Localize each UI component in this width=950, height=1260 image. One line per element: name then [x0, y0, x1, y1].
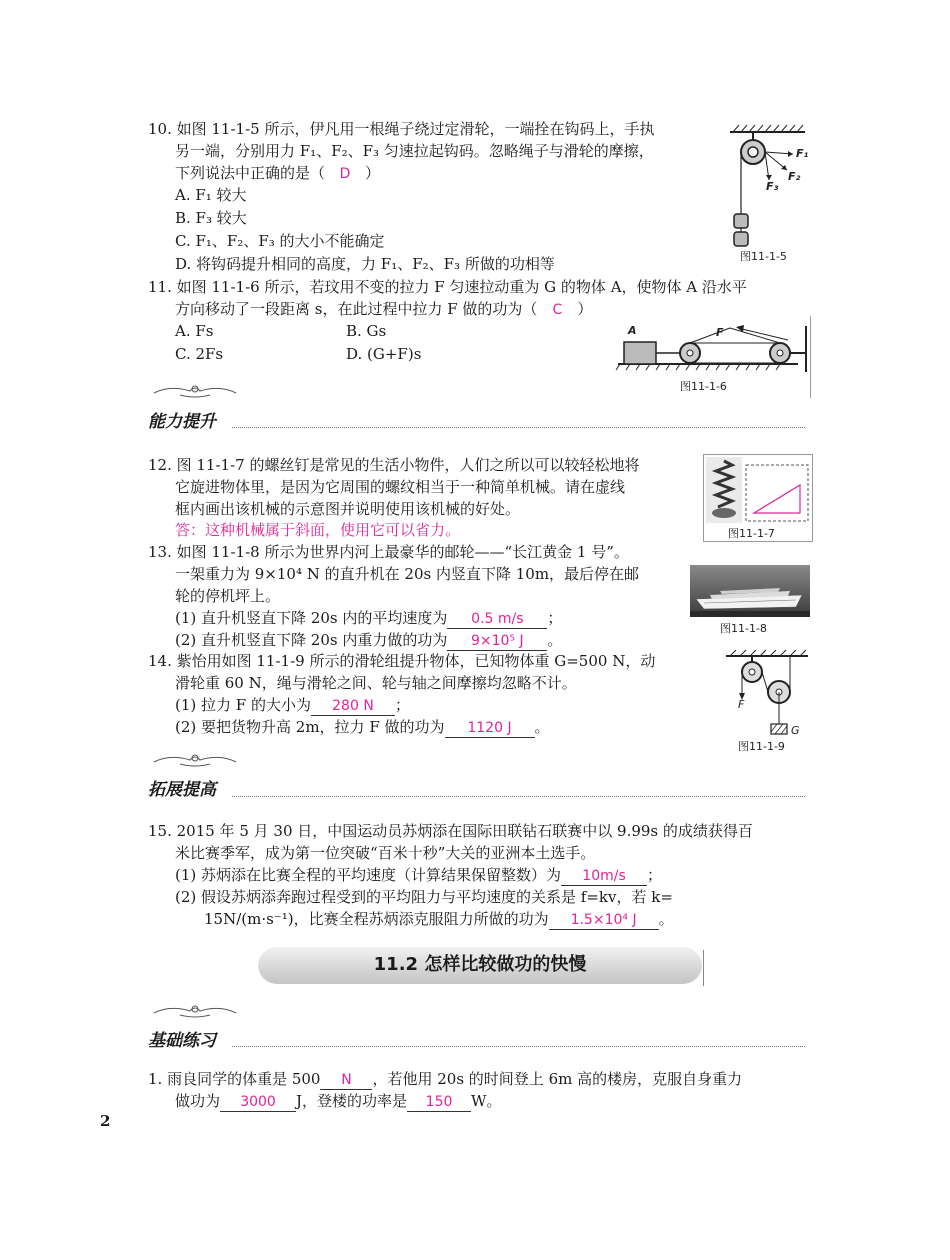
q14-sub2-answer: 1120 J — [445, 719, 535, 738]
q1-line1 — [148, 1068, 742, 1090]
q13-line3: 轮的停机坪上。 — [175, 587, 281, 605]
q10-stem: 下列说法中正确的是（ — [175, 164, 326, 182]
section-divider-1 — [232, 427, 805, 428]
q14-sub1-end: ； — [394, 696, 410, 714]
section-ornament-1 — [150, 383, 240, 399]
section-divider-2 — [232, 796, 805, 797]
figure-caption-11-1-8: 图11-1-8 — [720, 622, 767, 635]
q12-line3: 框内画出该机械的示意图并说明使用该机械的好处。 — [175, 500, 521, 518]
q10-line3 — [175, 162, 380, 185]
q15-sub2-stem: 15N/(m·s⁻¹)，比赛全程苏炳添克服阻力所做的功为 — [204, 910, 549, 928]
q10-option-a: A. F₁ 较大 — [175, 186, 247, 204]
q12-line1: 12. 图 11-1-7 的螺丝钉是常见的生活小物件，人们之所以可以较轻松地将 — [148, 456, 640, 474]
figure-label-f3: F₃ — [766, 180, 779, 193]
q11-option-c: C. 2Fs — [175, 345, 224, 363]
q10-close-paren: ） — [365, 164, 381, 182]
q11-option-d: D. (G+F)s — [346, 345, 422, 363]
figure-label-f-9: F — [738, 698, 745, 711]
figure-caption-11-1-5: 图11-1-5 — [740, 250, 787, 263]
section-title-basic: 基础练习 — [148, 1031, 216, 1051]
chapter-title: 11.2 怎样比较做功的快慢 — [373, 954, 587, 975]
q13-sub1-answer: 0.5 m/s — [447, 610, 547, 629]
q13-sub2-stem: (2) 直升机竖直下降 20s 内重力做的功为 — [175, 631, 448, 649]
q14-sub2-stem: (2) 要把货物升高 2m，拉力 F 做的功为 — [175, 718, 445, 736]
q1-power-label: J，登楼的功率是 — [296, 1092, 408, 1110]
q1-answer-1: N — [320, 1071, 372, 1090]
q14-sub1 — [175, 694, 410, 716]
q13-sub2-end: 。 — [547, 631, 563, 649]
q13-sub2 — [175, 629, 562, 651]
figure-caption-11-1-9: 图11-1-9 — [738, 740, 785, 753]
section-title-ability: 能力提升 — [148, 412, 216, 432]
q11-line1: 11. 如图 11-1-6 所示，若玟用不变的拉力 F 匀速拉动重为 G 的物体 A，使物体 A 沿水平 — [148, 278, 747, 296]
q13-sub2-answer: 9×10⁵ J — [447, 632, 547, 651]
q12-answer: 答：这种机械属于斜面，使用它可以省力。 — [175, 521, 461, 539]
q15-sub2: (2) 假设苏炳添奔跑过程受到的平均阻力与平均速度的关系是 f=kv，若 k= — [175, 888, 673, 906]
q14-sub2 — [175, 716, 550, 738]
section-ornament-3 — [150, 1003, 240, 1019]
q14-sub2-end: 。 — [534, 718, 550, 736]
q15-sub1-stem: (1) 苏炳添在比赛全程的平均速度（计算结果保留整数）为 — [175, 866, 562, 884]
figure-11-1-7 — [703, 454, 813, 542]
q10-option-d: D. 将钩码提升相同的高度，力 F₁、F₂、F₃ 所做的功相等 — [175, 255, 555, 273]
q14-sub1-stem: (1) 拉力 F 的大小为 — [175, 696, 311, 714]
figure-11-1-6 — [610, 316, 811, 398]
figure-11-1-6-drawing — [610, 316, 810, 376]
q1-answer-3: 150 — [407, 1093, 471, 1112]
q1-answer-2: 3000 — [220, 1093, 296, 1112]
figure-label-a: A — [628, 324, 637, 337]
q1-line2 — [175, 1090, 501, 1112]
section-divider-3 — [232, 1046, 805, 1047]
q15-line2: 米比赛季军，成为第一位突破“百米十秒”大关的亚洲本土选手。 — [175, 844, 596, 862]
q11-line2 — [175, 298, 592, 321]
figure-11-1-8 — [690, 565, 810, 635]
q13-sub1 — [175, 607, 562, 629]
q14-line1: 14. 紫怡用如图 11-1-9 所示的滑轮组提升物体，已知物体重 G=500 N，动 — [148, 652, 656, 670]
q10-option-c: C. F₁、F₂、F₃ 的大小不能确定 — [175, 232, 385, 250]
figure-label-f2: F₂ — [788, 170, 801, 183]
q1-work-label: 做功为 — [175, 1092, 221, 1110]
figure-11-1-7-drawing — [704, 455, 812, 525]
q12-line2: 它旋进物体里，是因为它周围的螺纹相当于一种简单机械。请在虚线 — [175, 478, 626, 496]
q15-line1: 15. 2015 年 5 月 30 日，中国运动员苏炳添在国际田联钻石联赛中以 9.99s 的成绩获得百 — [148, 822, 753, 840]
q10-answer: D — [339, 166, 351, 182]
q11-option-a: A. Fs — [175, 322, 214, 340]
q14-sub1-answer: 280 N — [311, 697, 395, 716]
figure-caption-11-1-7: 图11-1-7 — [728, 527, 775, 540]
q13-line2: 一架重力为 9×10⁴ N 的直升机在 20s 内竖直下降 10m，最后停在邮 — [175, 565, 640, 583]
q1-unit: W。 — [471, 1092, 502, 1110]
q11-stem: 方向移动了一段距离 s，在此过程中拉力 F 做的功为（ — [175, 300, 538, 318]
figure-caption-11-1-6: 图11-1-6 — [680, 380, 727, 393]
q15-sub2-end: 。 — [658, 910, 674, 928]
page-number: 2 — [100, 1112, 111, 1130]
section-ornament-2 — [150, 752, 240, 768]
chapter-banner-edge — [703, 950, 704, 986]
q10-line1: 10. 如图 11-1-5 所示，伊凡用一根绳子绕过定滑轮，一端拴在钩码上，手执 — [148, 120, 655, 138]
q11-answer: C — [552, 302, 563, 318]
q15-sub2-answer: 1.5×10⁴ J — [549, 911, 659, 930]
q13-sub1-stem: (1) 直升机竖直下降 20s 内的平均速度为 — [175, 609, 448, 627]
q15-sub2-cont — [204, 908, 674, 930]
figure-label-g: G — [791, 724, 800, 737]
q15-sub1-end: ； — [647, 866, 663, 884]
figure-label-f: F — [716, 326, 724, 339]
q13-sub1-end: ； — [547, 609, 563, 627]
q10-line2: 另一端，分别用力 F₁、F₂、F₃ 匀速拉起钩码。忽略绳子与滑轮的摩擦， — [175, 142, 654, 160]
q1-stem-cont: ，若他用 20s 的时间登上 6m 高的楼房，克服自身重力 — [372, 1070, 743, 1088]
q13-line1: 13. 如图 11-1-8 所示为世界内河上最豪华的邮轮——“长江黄金 1 号”。 — [148, 543, 629, 561]
q11-close-paren: ） — [577, 300, 593, 318]
q1-stem: 1. 雨良同学的体重是 500 — [148, 1070, 321, 1088]
q14-line2: 滑轮重 60 N，绳与滑轮之间、轮与轴之间摩擦均忽略不计。 — [175, 674, 577, 692]
q11-option-b: B. Gs — [346, 322, 387, 340]
figure-11-1-9 — [722, 648, 814, 740]
q10-option-b: B. F₃ 较大 — [175, 209, 247, 227]
q15-sub1 — [175, 864, 662, 886]
cruise-ship-image — [690, 565, 810, 617]
figure-label-f1: F₁ — [796, 147, 809, 160]
section-title-extension: 拓展提高 — [148, 780, 216, 800]
q15-sub1-answer: 10m/s — [561, 867, 647, 886]
